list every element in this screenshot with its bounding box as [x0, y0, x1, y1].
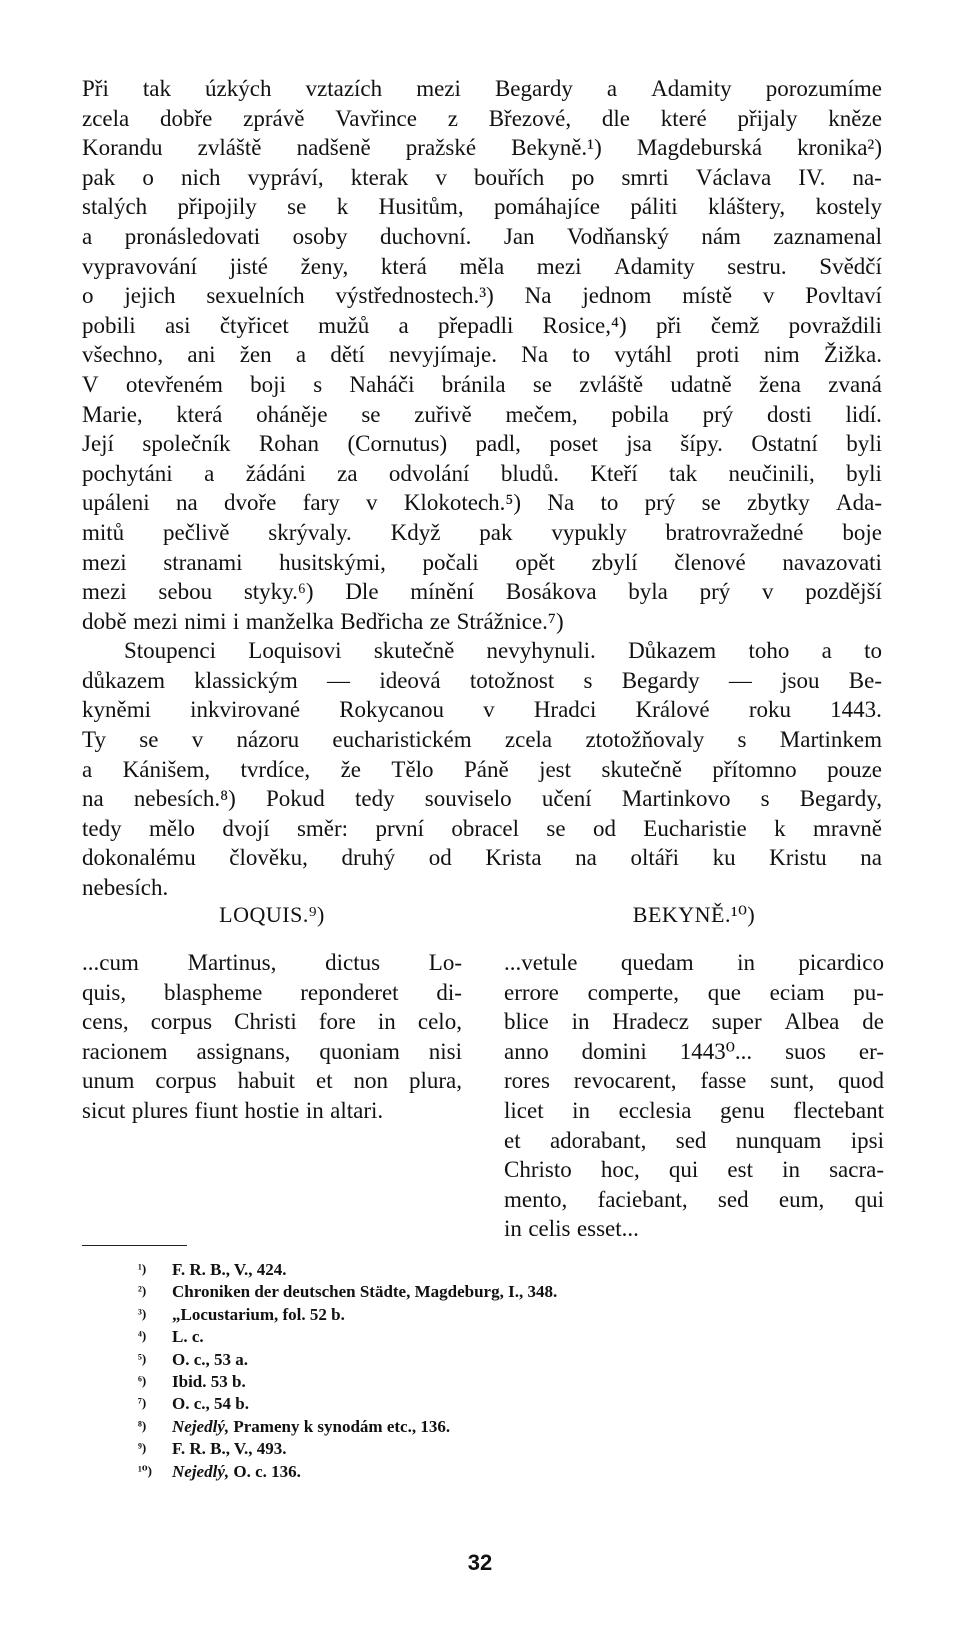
- column-heading-bekyne: BEKYNĚ.¹⁰): [632, 902, 756, 927]
- footnote: [138, 1370, 838, 1392]
- text-line: licet in ecclesia genu flectebant: [504, 1097, 884, 1123]
- text-line: sicut plures fiunt hostie in altari.: [82, 1097, 384, 1123]
- text-line: vypravování jisté ženy, která měla mezi Adamity sestru. Svědčí: [82, 253, 882, 279]
- text-line: in celis esset...: [504, 1216, 639, 1242]
- text-line: a Kánišem, tvrdíce, že Tělo Páně jest skutečně přítomno pouze: [82, 756, 882, 782]
- text-line: mitů pečlivě skrývaly. Když pak vypukly bratrovražedné boje: [82, 519, 882, 545]
- text-line: ...cum Martinus, dictus Lo-: [82, 950, 462, 975]
- footnote-text: O. c. 136.: [229, 1461, 301, 1481]
- text-line: quis, blaspheme reponderet di-: [82, 979, 462, 1005]
- footnote: [138, 1303, 838, 1325]
- text-line: o jejich sexuelních výstřednostech.³) Na jednom místě v Povltaví: [82, 283, 882, 309]
- footnote-text: F. R. B., V., 493.: [172, 1439, 287, 1459]
- text-line: době mezi nimi i manželka Bedřicha ze Strážnice.⁷): [82, 608, 564, 634]
- footnote-number: ²): [138, 1283, 147, 1299]
- footnote-number: ¹): [138, 1261, 147, 1276]
- text-line: Při tak úzkých vztazích mezi Begardy a Adamity porozumíme: [82, 76, 882, 101]
- footnote-text: L. c.: [172, 1327, 204, 1347]
- footnote-number: ⁷): [138, 1395, 147, 1411]
- footnote-number: ⁹): [138, 1440, 147, 1456]
- footnote-author: Nejedlý,: [172, 1416, 230, 1436]
- column-bekyne: [504, 900, 884, 1244]
- footnote-number: ⁴): [138, 1328, 147, 1344]
- text-line: na nebesích.⁸) Pokud tedy souviselo učení Martinkovo s Begardy,: [82, 786, 882, 812]
- text-line: Ty se v názoru eucharistickém zcela ztotožňovaly s Martinkem: [82, 727, 882, 753]
- footnote: [138, 1348, 838, 1370]
- footnote: [138, 1460, 838, 1482]
- footnote-text: „Locustarium, fol. 52 b.: [172, 1304, 345, 1324]
- text-line: unum corpus habuit et non plura,: [82, 1068, 462, 1094]
- text-line: pobili asi čtyřicet mužů a přepadli Rosice,⁴) při čemž povraždili: [82, 312, 882, 338]
- text-line: mezi sebou styky.⁶) Dle mínění Bosákova byla prý v pozdější: [82, 579, 882, 605]
- page-number: 32: [467, 1550, 493, 1575]
- text-line: rores revocarent, fasse sunt, quod: [504, 1068, 884, 1094]
- footnote: [138, 1258, 838, 1280]
- text-line: racionem assignans, quoniam nisi: [82, 1038, 462, 1064]
- text-line: mento, faciebant, sed eum, qui: [504, 1186, 884, 1212]
- text-line: tedy mělo dvojí směr: první obracel se od Eucharistie k mravně: [82, 815, 882, 841]
- footnote: [138, 1280, 838, 1302]
- footnote-number: ⁶): [138, 1372, 147, 1388]
- text-line: upáleni na dvoře fary v Klokotech.⁵) Na to prý se zbytky Ada-: [82, 490, 882, 516]
- footnote-number: ¹⁰): [138, 1462, 152, 1478]
- footnote: [138, 1437, 838, 1459]
- text-line: pochytáni a žádáni za odvolání bludů. Kteří tak neučinili, byli: [82, 460, 882, 486]
- footnote-text: Chroniken der deutschen Städte, Magdeburg, I., 348.: [172, 1282, 558, 1302]
- footnote-rule: [82, 1245, 187, 1246]
- column-heading-loquis: LOQUIS.⁹): [219, 902, 325, 927]
- footnote-number: ⁸): [138, 1417, 147, 1433]
- text-line: ...vetule quedam in picardico: [504, 950, 884, 975]
- text-line: zcela dobře zprávě Vavřince z Březové, dle které přijaly kněze: [82, 105, 882, 131]
- footnote-text: Ibid. 53 b.: [172, 1371, 246, 1391]
- footnote-author: Nejedlý,: [172, 1461, 230, 1481]
- text-line: errore comperte, que eciam pu-: [504, 979, 884, 1005]
- text-line: kyněmi inkvirované Rokycanou v Hradci Králové roku 1443.: [82, 697, 882, 723]
- footnote-number: ³): [138, 1305, 147, 1321]
- text-line: Stoupenci Loquisovi skutečně nevyhynuli. Důkazem toho a to: [124, 638, 882, 664]
- footnote-number: ⁵): [138, 1350, 147, 1366]
- text-line: důkazem klassickým — ideová totožnost s Begardy — jsou Be-: [82, 667, 882, 693]
- text-line: Marie, která oháněje se zuřivě mečem, pobila prý dosti lidí.: [82, 401, 882, 427]
- footnote-text: O. c., 53 a.: [172, 1349, 249, 1369]
- text-line: pak o nich vypráví, kterak v bouřích po smrti Václava IV. na-: [82, 164, 882, 190]
- text-line: V otevřeném boji s Naháči bránila se zvláště udatně žena zvaná: [82, 371, 882, 397]
- text-line: dokonalému člověku, druhý od Krista na oltáři ku Kristu na: [82, 845, 882, 871]
- text-line: cens, corpus Christi fore in celo,: [82, 1009, 462, 1035]
- text-line: blice in Hradecz super Albea de: [504, 1009, 884, 1035]
- paragraph-2: [82, 636, 882, 902]
- footnote: [138, 1415, 838, 1437]
- footnote: [138, 1392, 838, 1414]
- text-line: Její společník Rohan (Cornutus) padl, poset jsa šípy. Ostatní byli: [82, 431, 882, 457]
- text-line: stalých připojily se k Husitům, pomáhajíce páliti kláštery, kostely: [82, 194, 882, 220]
- main-text: [82, 74, 882, 903]
- text-line: anno domini 1443⁰... suos er-: [504, 1038, 884, 1064]
- column-text-bekyne: [504, 948, 884, 1244]
- text-line: všechno, ani žen a dětí nevyjímaje. Na to vytáhl proti nim Žižka.: [82, 342, 882, 368]
- footnotes: [138, 1258, 838, 1482]
- text-line: Christo hoc, qui est in sacra-: [504, 1157, 884, 1183]
- footnote-text: Prameny k synodám etc., 136.: [229, 1416, 451, 1436]
- footnote-text: O. c., 54 b.: [172, 1394, 249, 1414]
- text-line: a pronásledovati osoby duchovní. Jan Vodňanský nám zaznamenal: [82, 223, 882, 249]
- text-line: nebesích.: [82, 875, 169, 901]
- text-line: mezi stranami husitskými, počali opět zbylí členové navazovati: [82, 549, 882, 575]
- column-text-loquis: [82, 948, 462, 1126]
- column-loquis: [82, 900, 462, 1126]
- text-line: Korandu zvláště nadšeně pražské Bekyně.¹) Magdeburská kronika²): [82, 135, 882, 161]
- footnote-text: F. R. B., V., 424.: [172, 1260, 287, 1279]
- footnote: [138, 1325, 838, 1347]
- text-line: et adorabant, sed nunquam ipsi: [504, 1127, 884, 1153]
- paragraph-1: [82, 74, 882, 636]
